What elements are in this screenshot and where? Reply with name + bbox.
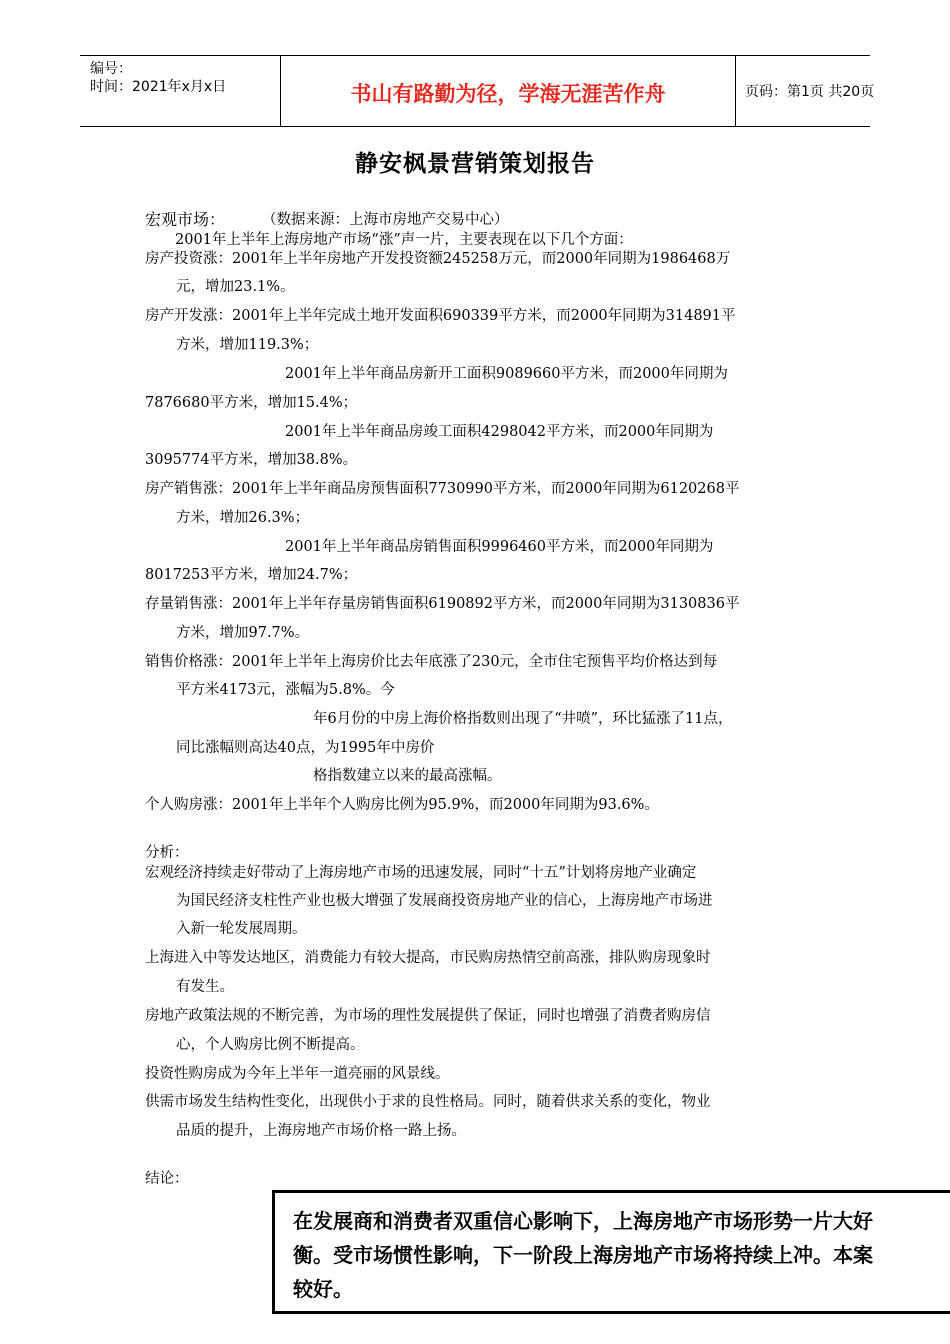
macro-heading: 宏观市场： (145, 210, 226, 229)
analysis-line: 房地产政策法规的不断完善，为市场的理性发展提供了保证，同时也增强了消费者购房信 (145, 1008, 711, 1024)
body-line: 房产投资涨：2001年上半年房地产开发投资额245258万元，而2000年同期为1986468万 (145, 251, 731, 267)
analysis-line: 入新一轮发展周期。 (176, 921, 307, 937)
body-line: 房产销售涨：2001年上半年商品房预售面积7730990平方米，而2000年同期为6120268平 (145, 481, 740, 497)
header-motto-cell (280, 56, 736, 126)
body-line: 房产开发涨：2001年上半年完成土地开发面积690339平方米，而2000年同期为314891平 (145, 308, 736, 324)
number-label: 编号： (90, 61, 132, 77)
body-line: 3095774平方米，增加38.8%。 (145, 452, 358, 468)
macro-source: （数据来源：上海市房地产交易中心） (262, 212, 509, 228)
analysis-line: 上海进入中等发达地区，消费能力有较大提高，市民购房热情空前高涨，排队购房现象时 (145, 950, 711, 966)
body-line: 元，增加23.1%。 (176, 279, 295, 295)
analysis-line: 宏观经济持续走好带动了上海房地产市场的迅速发展，同时“十五”计划将房地产业确定 (145, 865, 697, 881)
body-line: 方米，增加97.7%。 (176, 625, 310, 641)
analysis-line: 供需市场发生结构性变化，出现供小于求的良性格局。同时，随着供求关系的变化，物业 (145, 1094, 711, 1110)
document-title: 静安枫景营销策划报告 (355, 151, 595, 177)
analysis-line: 为国民经济支柱性产业也极大增强了发展商投资房地产业的信心，上海房地产市场进 (176, 893, 713, 909)
body-line: 同比涨幅则高达40点，为1995年中房价 (176, 740, 435, 756)
body-line: 平方米4173元，涨幅为5.8%。今 (176, 682, 395, 698)
conclusion-line: 衡。受市场惯性影响，下一阶段上海房地产市场将持续上冲。本案 (293, 1243, 873, 1267)
analysis-line: 心，个人购房比例不断提高。 (176, 1037, 365, 1053)
header-left-cell (80, 56, 280, 126)
body-line: 2001年上半年商品房销售面积9996460平方米，而2000年同期为 (285, 539, 714, 555)
body-line: 方米，增加26.3%； (176, 510, 310, 526)
analysis-line: 投资性购房成为今年上半年一道亮丽的风景线。 (145, 1066, 450, 1082)
body-line: 年6月份的中房上海价格指数则出现了“井喷”，环比猛涨了11点， (313, 711, 733, 727)
body-line: 存量销售涨：2001年上半年存量房销售面积6190892平方米，而2000年同期为3130836平 (145, 596, 740, 612)
macro-intro: 2001年上半年上海房地产市场“涨”声一片，主要表现在以下几个方面： (175, 232, 633, 248)
body-line: 销售价格涨：2001年上半年上海房价比去年底涨了230元，全市住宅预售平均价格达到每 (145, 654, 718, 670)
conclusion-line: 较好。 (293, 1277, 353, 1301)
analysis-line: 品质的提升，上海房地产市场价格一路上扬。 (176, 1123, 466, 1139)
body-line: 2001年上半年商品房新开工面积9089660平方米，而2000年同期为 (285, 366, 728, 382)
time-label: 时间：2021年x月x日 (90, 79, 227, 95)
body-line: 方米，增加119.3%； (176, 337, 319, 353)
header-right-cell (735, 56, 875, 126)
analysis-heading: 分析： (145, 845, 189, 861)
motto: 书山有路勤为径，学海无涯苦作舟 (350, 82, 666, 106)
conclusion-line: 在发展商和消费者双重信心影响下，上海房地产市场形势一片大好 (293, 1209, 873, 1233)
body-line: 7876680平方米，增加15.4%； (145, 395, 358, 411)
body-line: 8017253平方米，增加24.7%； (145, 567, 358, 583)
conclusion-heading: 结论： (145, 1171, 189, 1187)
conclusion-box (272, 1190, 950, 1314)
analysis-line: 有发生。 (176, 979, 234, 995)
page-header (80, 55, 875, 127)
body-line: 个人购房涨：2001年上半年个人购房比例为95.9%，而2000年同期为93.6%。 (145, 797, 659, 813)
body-line: 格指数建立以来的最高涨幅。 (313, 768, 502, 784)
body-line: 2001年上半年商品房竣工面积4298042平方米，而2000年同期为 (285, 424, 714, 440)
page-info: 页码：第1页 共20页 (745, 84, 875, 100)
